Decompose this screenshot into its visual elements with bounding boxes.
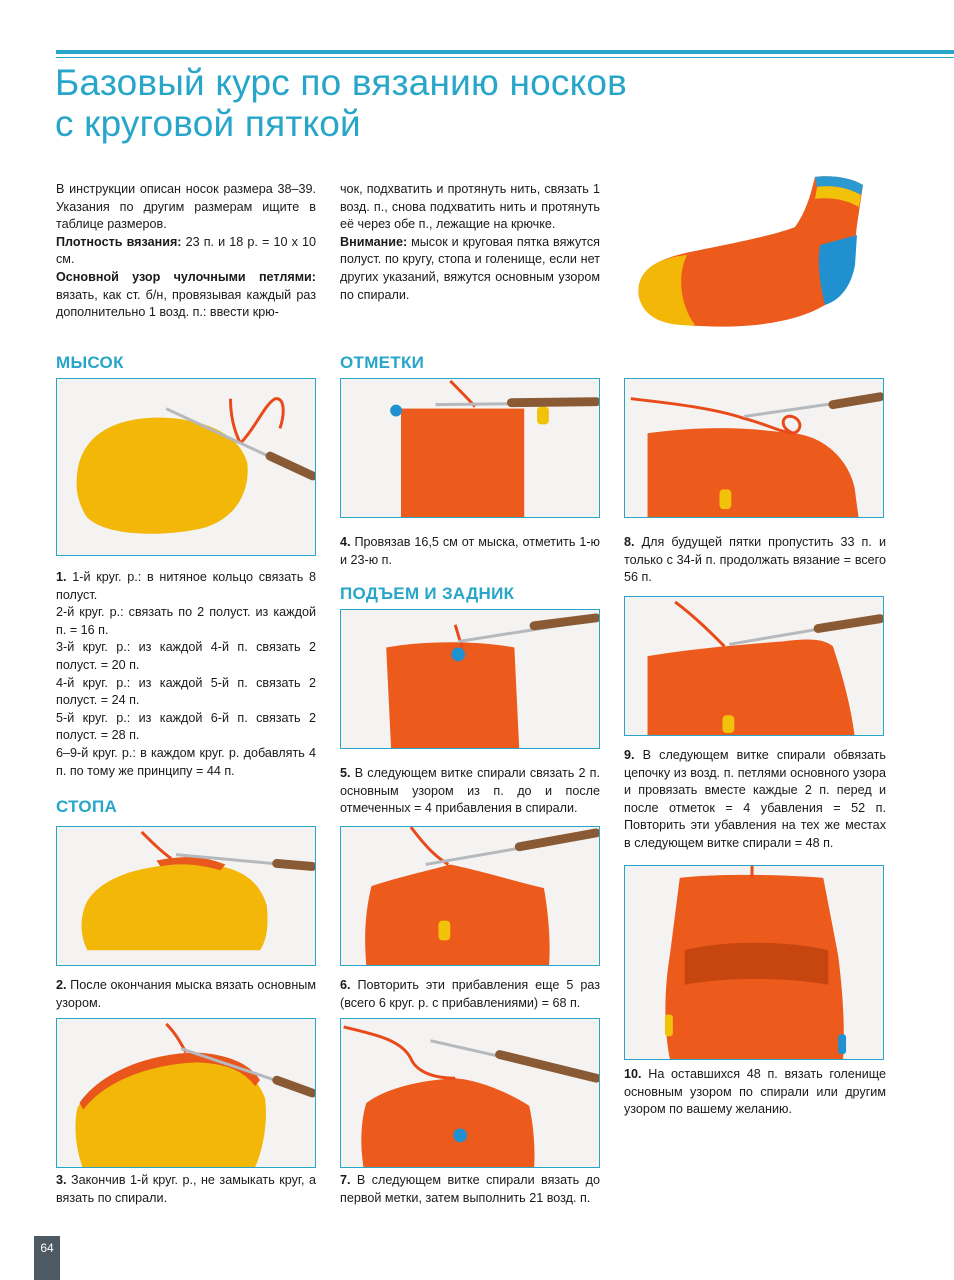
photo-step-8 bbox=[624, 378, 884, 518]
caption-step-9 bbox=[624, 747, 886, 853]
step-1-line: 3-й круг. р.: из каждой 4-й п. связать 2 полуст. = 20 п. bbox=[56, 640, 316, 672]
step-7-text: В следующем витке спирали вязать до первой метки, затем выполнить 21 возд. п. bbox=[340, 1173, 600, 1205]
step-3-number: 3. bbox=[56, 1173, 67, 1187]
intro-left bbox=[56, 181, 316, 322]
attention-label: Внимание: bbox=[340, 234, 408, 249]
step-6-number: 6. bbox=[340, 978, 351, 992]
intro-middle bbox=[340, 181, 600, 304]
step-3-text: Закончив 1-й круг. р., не замыкать круг, а вязать по спирали. bbox=[56, 1173, 316, 1205]
page-number: 64 bbox=[34, 1236, 60, 1280]
section-foot: СТОПА bbox=[56, 797, 118, 816]
caption-step-6 bbox=[340, 977, 600, 1012]
section-heel: ПОДЪЕМ И ЗАДНИК bbox=[340, 584, 515, 603]
step-9-number: 9. bbox=[624, 748, 635, 762]
caption-step-7 bbox=[340, 1172, 600, 1207]
page-title-line-1: Базовый курс по вязанию носков bbox=[55, 62, 628, 103]
density-label: Плотность вязания: bbox=[56, 234, 182, 249]
photo-step-4 bbox=[340, 378, 600, 518]
photo-step-2 bbox=[56, 826, 316, 966]
page-title bbox=[55, 62, 935, 144]
caption-step-10 bbox=[624, 1066, 886, 1119]
caption-step-3 bbox=[56, 1172, 316, 1207]
intro-paragraph: В инструкции описан носок размера 38–39. Указания по другим размерам ищите в таблице размеров. bbox=[56, 182, 316, 232]
step-1-line: 4-й круг. р.: из каждой 5-й п. связать 2 полуст. = 24 п. bbox=[56, 675, 316, 708]
step-1-number: 1. bbox=[56, 570, 67, 584]
caption-step-2 bbox=[56, 977, 316, 1012]
step-1-line: 5-й круг. р.: из каждой 6-й п. связать 2 полуст. = 28 п. bbox=[56, 710, 316, 743]
photo-step-10 bbox=[624, 865, 884, 1060]
photo-step-7 bbox=[340, 1018, 600, 1168]
attention-value: мысок и круговая пятка вяжутся полуст. по кругу, стопа и голенище, если нет других указаний, вяжутся основным узором по спирали. bbox=[340, 234, 600, 302]
density-value: 23 п. и 18 р. = 10 х 10 см. bbox=[56, 234, 316, 267]
step-2-number: 2. bbox=[56, 978, 67, 992]
section-toe: МЫСОК bbox=[56, 353, 124, 372]
step-6-text: Повторить эти прибавления еще 5 раз (всего 6 круг. р. с прибавлениями) = 68 п. bbox=[340, 978, 600, 1010]
header-rule-thin bbox=[56, 57, 954, 58]
caption-step-1 bbox=[56, 569, 316, 780]
step-8-number: 8. bbox=[624, 535, 635, 549]
photo-step-1 bbox=[56, 378, 316, 556]
step-1-line: 2-й круг. р.: связать по 2 полуст. из каждой п. = 16 п. bbox=[56, 605, 316, 637]
pattern-label: Основной узор чулочными петлями: bbox=[56, 269, 316, 284]
caption-step-5 bbox=[340, 765, 600, 818]
photo-step-6 bbox=[340, 826, 600, 966]
step-1-line: 1-й круг. р.: в нитяное кольцо связать 8 полуст. bbox=[56, 570, 316, 602]
intro-continuation: чок, подхватить и протянуть нить, связать 1 возд. п., снова подхватить нить и протянуть её через обе п., лежащие на крючке. bbox=[340, 182, 600, 232]
photo-step-3 bbox=[56, 1018, 316, 1168]
step-7-number: 7. bbox=[340, 1173, 351, 1187]
step-4-number: 4. bbox=[340, 535, 351, 549]
step-10-number: 10. bbox=[624, 1067, 642, 1081]
step-2-text: После окончания мыска вязать основным узором. bbox=[56, 978, 316, 1010]
step-10-text: На оставшихся 48 п. вязать голенище основным узором по спирали или другим узором по вашему желанию. bbox=[624, 1067, 886, 1117]
step-5-text: В следующем витке спирали связать 2 п. основным узором из п. до и после отмеченных = 4 прибавления в спирали. bbox=[340, 766, 600, 816]
sock-illustration bbox=[625, 165, 880, 335]
step-8-text: Для будущей пятки пропустить 33 п. и только с 34-й п. продолжать вязание = всего 56 п. bbox=[624, 535, 886, 585]
caption-step-8 bbox=[624, 534, 886, 587]
step-4-text: Провязав 16,5 см от мыска, отметить 1-ю и 23-ю п. bbox=[340, 535, 600, 567]
page-title-line-2: с круговой пяткой bbox=[55, 103, 361, 144]
pattern-value: вязать, как ст. б/н, провязывая каждый раз дополнительно 1 возд. п.: ввести крю- bbox=[56, 287, 316, 320]
step-1-line: 6–9-й круг. р.: в каждом круг. р. добавлять 4 п. по тому же принципу = 44 п. bbox=[56, 745, 316, 778]
caption-step-4 bbox=[340, 534, 600, 569]
photo-step-5 bbox=[340, 609, 600, 749]
header-rule-thick bbox=[56, 50, 954, 54]
section-marks: ОТМЕТКИ bbox=[340, 353, 425, 372]
photo-step-9 bbox=[624, 596, 884, 736]
step-9-text: В следующем витке спирали обвязать цепочку из возд. п. петлями основного узора и провязать вместе каждые 2 п. перед и после отметок = 4 убавления = 52 п. Повторить эти убавления на тех же местах в следующем витке спирали = 48 п. bbox=[624, 748, 886, 850]
step-5-number: 5. bbox=[340, 766, 351, 780]
